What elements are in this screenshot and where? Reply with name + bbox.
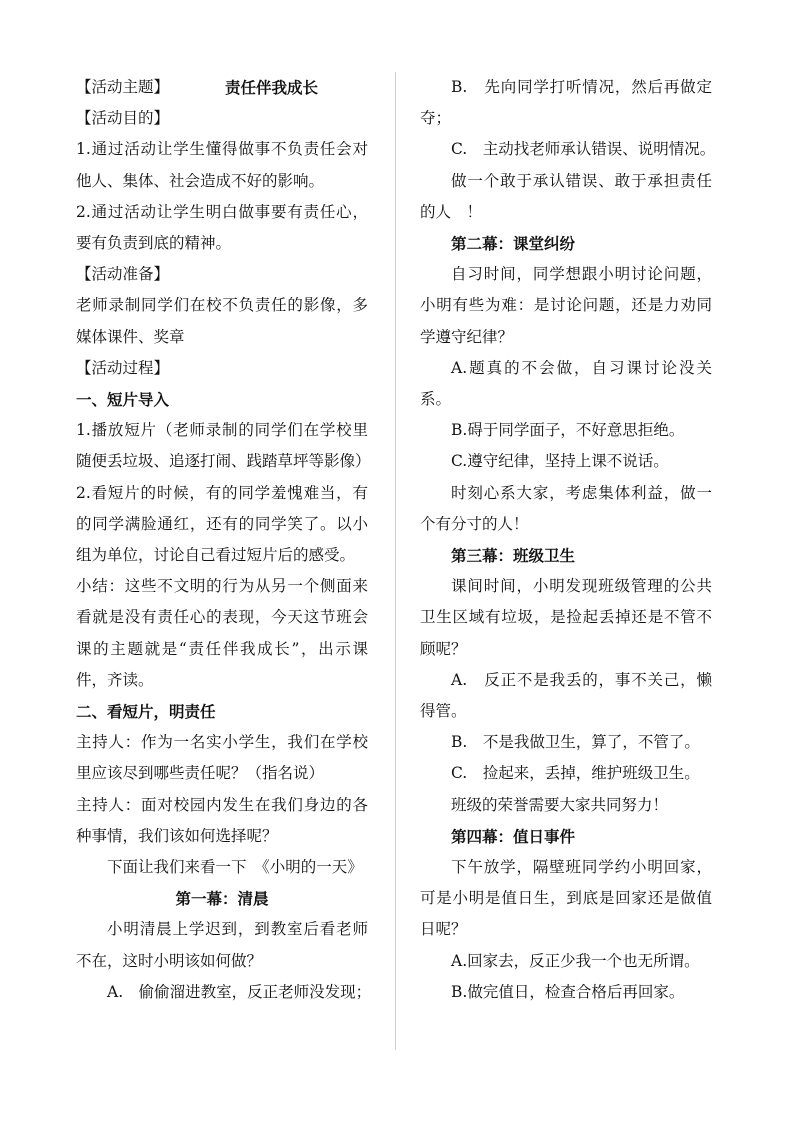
act3-option-a: A. 反正不是我丢的，事不关己，懒得管。 bbox=[420, 670, 712, 720]
section1-item-2: 2.看短片的时候，有的同学羞愧难当，有的同学满脸通红，还有的同学笑了。以小组为单位，讨论自己看过短片后的感受。 bbox=[76, 483, 368, 564]
act2-option-c: C.遵守纪律，坚持上课不说话。 bbox=[451, 452, 669, 471]
process-label: 【活动过程】 bbox=[76, 358, 170, 377]
right-column bbox=[420, 72, 716, 1008]
section2-heading: 二、看短片，明责任 bbox=[76, 701, 216, 721]
act4-text: 下午放学，隔壁班同学约小明回家，可是小明是值日生，到底是回家还是做值日呢？ bbox=[420, 857, 712, 939]
section1-item-1: 1.播放短片（老师录制的同学们在学校里随便丢垃圾、追逐打闹、践踏草坪等影像） bbox=[76, 421, 371, 471]
host-question-1: 主持人：作为一名实小学生，我们在学校里应该尽到哪些责任呢？（指名说） bbox=[76, 733, 368, 783]
act3-heading: 第三幕：班级卫生 bbox=[451, 545, 576, 565]
intro-line: 下面让我们来看一下 《小明的一天》 bbox=[107, 857, 363, 876]
purpose-item-1: 1.通过活动让学生懂得做事不负责任会对他人、集体、社会造成不好的影响。 bbox=[76, 140, 368, 190]
left-column bbox=[76, 72, 372, 1008]
host-question-2: 主持人：面对校园内发生在我们身边的各种事情，我们该如何选择呢？ bbox=[76, 795, 368, 845]
act2-text: 自习时间，同学想跟小明讨论问题，小明有些为难：是讨论问题，还是力劝同学遵守纪律？ bbox=[420, 265, 712, 346]
act3-option-c: C. 捡起来，丢掉，维护班级卫生。 bbox=[451, 764, 700, 783]
purpose-label: 【活动目的】 bbox=[76, 109, 170, 128]
act4-heading: 第四幕：值日事件 bbox=[451, 826, 576, 846]
act1-heading: 第一幕：清晨 bbox=[175, 889, 269, 909]
column-divider bbox=[395, 72, 396, 1050]
act2-option-b: B.碍于同学面子，不好意思拒绝。 bbox=[451, 421, 685, 440]
act1-summary: 做一个敢于承认错误、敢于承担责任的人 ！ bbox=[420, 171, 712, 221]
act1-option-c: C. 主动找老师承认错误、说明情况。 bbox=[451, 140, 716, 159]
theme-label: 【活动主题】 bbox=[76, 78, 170, 96]
act1-option-b: B. 先向同学打听情况，然后再做定夺； bbox=[420, 78, 712, 128]
prep-text: 老师录制同学们在校不负责任的影像，多媒体课件、奖章 bbox=[76, 296, 368, 346]
act4-option-b: B.做完值日，检查合格后再回家。 bbox=[451, 982, 685, 1001]
section1-summary: 小结：这些不文明的行为从另一个侧面来看就是没有责任心的表现，今天这节班会课的主题就是“责任伴我成长”，出示课件，齐读。 bbox=[76, 577, 368, 689]
document-title: 责任伴我成长 bbox=[225, 78, 319, 97]
act1-text: 小明清晨上学迟到，到教室后看老师不在，这时小明该如何做？ bbox=[76, 920, 368, 970]
section1-heading: 一、短片导入 bbox=[76, 389, 170, 409]
act3-summary: 班级的荣誉需要大家共同努力！ bbox=[451, 795, 669, 814]
act3-text: 课间时间，小明发现班级管理的公共卫生区域有垃圾，是捡起丢掉还是不管不顾呢？ bbox=[420, 577, 712, 658]
act2-option-a: A.题真的不会做，自习课讨论没关系。 bbox=[420, 358, 712, 408]
act3-option-b: B. 不是我做卫生，算了，不管了。 bbox=[451, 733, 700, 752]
act1-option-a: A. 偷偷溜进教室，反正老师没发现； bbox=[107, 982, 372, 1001]
act2-summary: 时刻心系大家，考虑集体利益，做一个有分寸的人！ bbox=[420, 483, 712, 533]
prep-label: 【活动准备】 bbox=[76, 265, 170, 284]
theme-row bbox=[76, 72, 368, 103]
act4-option-a: A.回家去，反正少我一个也无所谓。 bbox=[451, 951, 700, 970]
purpose-item-2: 2.通过活动让学生明白做事要有责任心，要有负责到底的精神。 bbox=[76, 202, 368, 252]
act2-heading: 第二幕：课堂纠纷 bbox=[451, 234, 576, 253]
